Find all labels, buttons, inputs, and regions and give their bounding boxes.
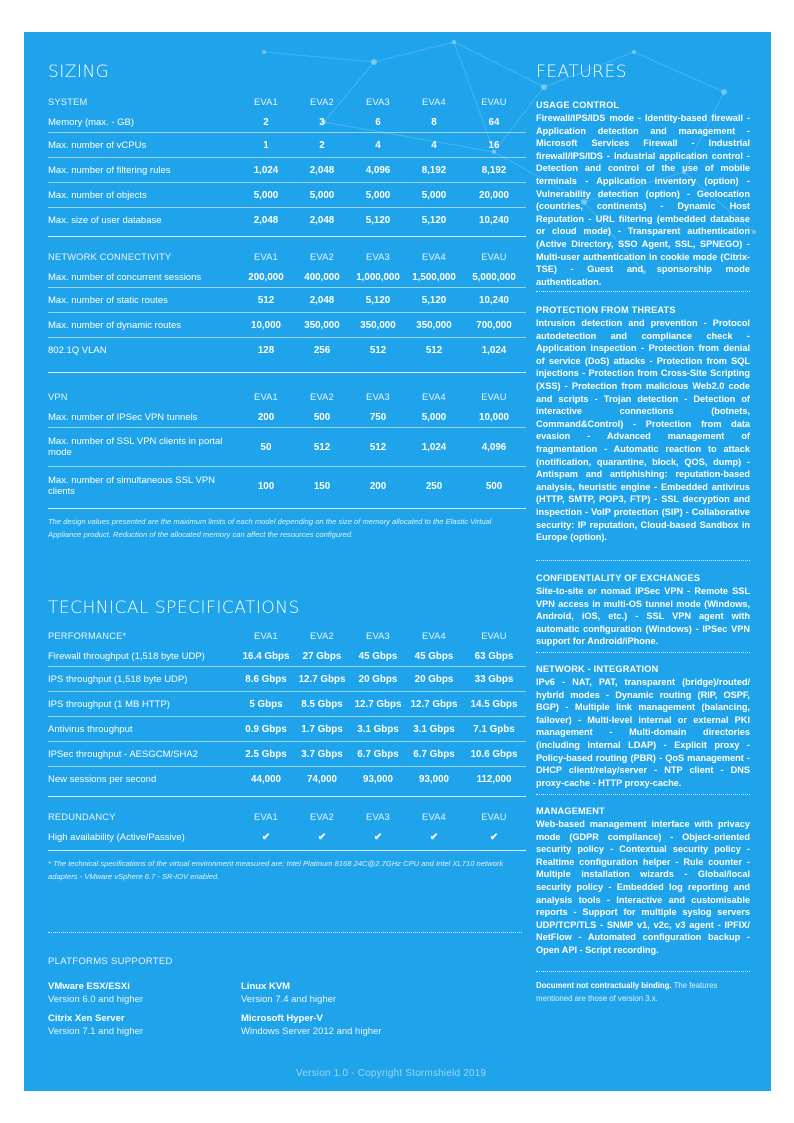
platform-name: VMware ESX/ESXi	[48, 981, 130, 992]
header-cell: EVA3	[366, 631, 390, 641]
cell-value: 3.7 Gbps	[294, 742, 350, 767]
cell-value: 2,048	[294, 288, 350, 313]
feature-title: CONFIDENTIALITY OF EXCHANGES	[536, 573, 701, 583]
header-cell: EVAU	[481, 631, 507, 641]
dotted-divider	[536, 560, 750, 561]
features-title: FEATURES	[536, 62, 628, 82]
platform-name: Microsoft Hyper-V	[241, 1013, 323, 1024]
platform-version: Windows Server 2012 and higher	[241, 1026, 382, 1037]
cell-value: 350,000	[406, 313, 462, 338]
header-cell: EVA2	[310, 392, 334, 402]
cell-value: 512	[350, 338, 406, 363]
table-header	[48, 92, 526, 112]
cell-value: 500	[313, 411, 331, 423]
cell-value: 512	[238, 288, 294, 313]
row-label: Max. number of dynamic routes	[48, 313, 238, 338]
table-row	[48, 338, 526, 363]
cell-value: 750	[369, 411, 387, 423]
table-row	[48, 208, 526, 233]
dotted-divider	[536, 652, 750, 653]
row-label: Max. number of simultaneous SSL VPN clients	[48, 467, 238, 506]
header-cell: PERFORMANCE*	[48, 631, 127, 641]
cell-value: 10.6 Gbps	[462, 742, 526, 767]
cell-value: 2.5 Gbps	[238, 742, 294, 767]
feature-block	[536, 100, 750, 288]
cell-value: 2,048	[294, 158, 350, 183]
header-cell: EVA4	[422, 631, 446, 641]
check-icon: ✔	[489, 831, 499, 843]
cell-value: 350,000	[350, 313, 406, 338]
cell-value: 0.9 Gbps	[238, 717, 294, 742]
table-row	[48, 407, 526, 428]
platform-item	[48, 1012, 143, 1038]
table-row	[48, 667, 526, 692]
cell-value: 6.7 Gbps	[350, 742, 406, 767]
check-icon: ✔	[261, 831, 271, 843]
row-label: Max. number of concurrent sessions	[48, 271, 202, 283]
dotted-divider	[536, 291, 750, 292]
check-icon: ✔	[373, 831, 383, 843]
redundancy-table	[48, 807, 526, 847]
dotted-divider	[48, 932, 522, 933]
table-row	[48, 827, 526, 847]
table-row	[48, 183, 526, 208]
sizing-title: SIZING	[48, 62, 110, 82]
cell-value: 350,000	[294, 313, 350, 338]
table-row	[48, 428, 526, 467]
row-label: Max. number of SSL VPN clients in portal mode	[48, 428, 238, 467]
header-cell: EVA2	[310, 631, 334, 641]
cell-value: 5 Gbps	[238, 692, 294, 717]
features-disclaimer	[536, 980, 750, 1005]
cell-value: 1,500,000	[412, 271, 456, 283]
row-label: Max. number of objects	[48, 183, 238, 208]
platform-item	[241, 1012, 381, 1038]
cell-value: 5,000	[238, 183, 294, 208]
row-label: Max. number of IPSec VPN tunnels	[48, 411, 198, 423]
table-row	[48, 646, 526, 667]
tech-specs-title: TECHNICAL SPECIFICATIONS	[48, 598, 300, 618]
cell-value: 1.7 Gbps	[294, 717, 350, 742]
cell-value: 2	[294, 133, 350, 158]
cell-value: 700,000	[462, 313, 526, 338]
feature-body: Web-based management interface with privacy mode (GDPR compliance) - Object-oriented security policy - Contextual security policy - Realtime configuration helper - Rule counter - Multiple installation wizards - Global/local security policy - Embedded log reporting and analysis tools - Interactive and customisable reports - Support for multiple syslog servers UDP/TCP/TLS - SNMP v1, v2c, v3 agent - IPFIX/ NetFlow - Automated configuration backup - Open API - Script recording.	[536, 819, 750, 955]
table-row	[48, 158, 526, 183]
section-divider	[48, 508, 526, 509]
header-cell: EVA1	[254, 252, 278, 262]
table-row	[48, 267, 526, 288]
cell-value: 1	[238, 133, 294, 158]
cell-value: 16.4 Gbps	[242, 650, 290, 662]
row-label: Antivirus throughput	[48, 717, 238, 742]
cell-value: 10,000	[238, 313, 294, 338]
section-divider	[48, 796, 526, 797]
row-label: Max. number of filtering rules	[48, 158, 238, 183]
check-icon: ✔	[429, 831, 439, 843]
cell-value: 5,120	[350, 208, 406, 233]
header-cell: SYSTEM	[48, 97, 88, 107]
cell-value: 8	[431, 116, 437, 128]
platform-name: Citrix Xen Server	[48, 1013, 125, 1024]
table-row	[48, 133, 526, 158]
dotted-divider	[536, 794, 750, 795]
cell-value: 1,000,000	[356, 271, 400, 283]
cell-value: 20 Gbps	[406, 667, 462, 692]
cell-value: 6	[375, 116, 381, 128]
cell-value: 250	[406, 467, 462, 506]
sizing-note: The design values presented are the maximum limits of each model depending on the size of memory allocated to the Elastic Virtual Appliance product. Reduction of the allocated memory can affect the resources configured.	[48, 517, 492, 539]
row-label: IPS throughput (1 MB HTTP)	[48, 692, 238, 717]
feature-title: PROTECTION FROM THREATS	[536, 305, 676, 315]
cell-value: 12.7 Gbps	[294, 667, 350, 692]
cell-value: 3.1 Gbps	[350, 717, 406, 742]
cell-value: 14.5 Gbps	[462, 692, 526, 717]
header-cell: EVA1	[254, 392, 278, 402]
cell-value: 2,048	[238, 208, 294, 233]
feature-title: NETWORK - INTEGRATION	[536, 664, 659, 674]
system-table	[48, 92, 526, 232]
header-cell: EVA2	[310, 97, 334, 107]
cell-value: 33 Gbps	[462, 667, 526, 692]
cell-value: 5,000,000	[472, 271, 516, 283]
table-header	[48, 247, 526, 267]
table-row	[48, 112, 526, 133]
cell-value: 128	[238, 338, 294, 363]
header-cell: EVA1	[254, 97, 278, 107]
feature-block	[536, 305, 750, 544]
header-cell: EVA2	[310, 252, 334, 262]
vpn-table	[48, 387, 526, 505]
header-cell: EVA2	[310, 812, 334, 822]
cell-value: 63 Gbps	[474, 650, 514, 662]
platform-version: Version 7.4 and higher	[241, 994, 337, 1005]
cell-value: 4,096	[462, 428, 526, 467]
cell-value: 7.1 Gpbs	[462, 717, 526, 742]
header-cell: EVAU	[481, 97, 507, 107]
cell-value: 64	[488, 116, 500, 128]
feature-block	[536, 573, 750, 648]
table-row	[48, 692, 526, 717]
row-label: High availability (Active/Passive)	[48, 831, 185, 843]
cell-value: 20,000	[462, 183, 526, 208]
cell-value: 5,000	[294, 183, 350, 208]
cell-value: 93,000	[406, 767, 462, 792]
cell-value: 400,000	[304, 271, 340, 283]
row-label: Max. number of vCPUs	[48, 133, 238, 158]
cell-value: 1,024	[238, 158, 294, 183]
row-label: IPS throughput (1,518 byte UDP)	[48, 667, 238, 692]
cell-value: 12.7 Gbps	[406, 692, 462, 717]
cell-value: 5,000	[421, 411, 447, 423]
cell-value: 12.7 Gbps	[350, 692, 406, 717]
feature-body: Firewall/IPS/IDS mode - Identity-based firewall - Application detection and management - Microsoft Services Firewall - Industrial firewall/IPS/IDS - Industrial application control - Detection and control of the use of mobile terminals - Application inventory (option) - Vulnerability detection (option) - Geolocation (countries, continents) - Dynamic Host Reputation - URL filtering (embedded database or cloud mode) - Transparent authentication (Active Directory, SSO Agent, SSL, SPNEGO) - Multi-user authentication in cookie mode (Citrix-TSE) - Guest and sponsorship mode authentication.	[536, 113, 750, 287]
platform-version: Version 7.1 and higher	[48, 1026, 144, 1037]
cell-value: 200	[257, 411, 275, 423]
cell-value: 4	[406, 133, 462, 158]
row-label: Memory (max. - GB)	[48, 116, 135, 128]
section-divider	[48, 236, 526, 237]
header-cell: VPN	[48, 392, 68, 402]
row-label: Max. number of static routes	[48, 288, 238, 313]
cell-value: 45 Gbps	[414, 650, 454, 662]
cell-value: 150	[294, 467, 350, 506]
table-header	[48, 626, 526, 646]
cell-value: 512	[294, 428, 350, 467]
platform-version: Version 6.0 and higher	[48, 994, 144, 1005]
header-cell: NETWORK CONNECTIVITY	[48, 252, 172, 262]
cell-value: 74,000	[294, 767, 350, 792]
row-label: IPSec throughput - AESGCM/SHA2	[48, 742, 238, 767]
header-cell: EVA4	[422, 97, 446, 107]
cell-value: 10,240	[462, 288, 526, 313]
feature-body: Site-to-site or nomad IPSec VPN - Remote SSL VPN access in multi-OS tunnel mode (Windows, Android, iOS, etc.) - SSL VPN agent with automatic configuration (Windows) - IPSec VPN support for Android/iPhone.	[536, 586, 750, 647]
cell-value: 6.7 Gbps	[406, 742, 462, 767]
feature-body: Intrusion detection and prevention - Protocol autodetection and compliance check - Application inspection - Protection from denial of service (DoS) attacks - Protection from SQL injections - Protection from Cross-Site Scripting (XSS) - Protection from malicious Web2.0 code and scripts - Trojan detection - Detection of interactive connections (botnets, Command&Control) - Protection from data evasion - Advanced management of fragmentation - Automatic reaction to attack (notification, quarantine, block, QOS, dump) - Antispam and antiphishing: reputation-based analysis, heuristic engine - Embedded antivirus (HTTP, SMTP, POP3, FTP) - SSL decryption and inspection - VoIP protection (SIP) - Collaborative security: IP reputation, Cloud-based Sandbox in Europe (option).	[536, 318, 750, 543]
network-table	[48, 247, 526, 362]
cell-value: 3	[319, 116, 325, 128]
cell-value: 5,000	[406, 183, 462, 208]
cell-value: 4	[350, 133, 406, 158]
cell-value: 5,120	[406, 208, 462, 233]
header-cell: EVAU	[481, 252, 507, 262]
feature-block	[536, 806, 750, 957]
cell-value: 256	[294, 338, 350, 363]
check-icon: ✔	[317, 831, 327, 843]
platform-item	[48, 980, 143, 1006]
table-row	[48, 767, 526, 792]
feature-block	[536, 664, 750, 789]
cell-value: 8,192	[406, 158, 462, 183]
cell-value: 2	[263, 116, 269, 128]
feature-title: USAGE CONTROL	[536, 100, 620, 110]
header-cell: EVAU	[481, 392, 507, 402]
table-row	[48, 467, 526, 506]
section-divider	[48, 372, 526, 373]
cell-value: 10,000	[479, 411, 509, 423]
cell-value: 4,096	[350, 158, 406, 183]
cell-value: 512	[350, 428, 406, 467]
cell-value: 27 Gbps	[302, 650, 342, 662]
cell-value: 200	[350, 467, 406, 506]
header-cell: REDUNDANCY	[48, 812, 116, 822]
row-label: Max. size of user database	[48, 208, 238, 233]
datasheet-panel	[24, 32, 771, 1091]
header-cell: EVA3	[366, 812, 390, 822]
cell-value: 50	[238, 428, 294, 467]
table-header	[48, 807, 526, 827]
platforms-title: PLATFORMS SUPPORTED	[48, 956, 173, 967]
cell-value: 93,000	[350, 767, 406, 792]
cell-value: 10,240	[462, 208, 526, 233]
row-label: 802.1Q VLAN	[48, 338, 238, 363]
table-header	[48, 387, 526, 407]
header-cell: EVA4	[422, 812, 446, 822]
header-cell: EVA1	[254, 631, 278, 641]
header-cell: EVA3	[366, 97, 390, 107]
section-divider	[48, 850, 526, 851]
header-cell: EVA3	[366, 252, 390, 262]
cell-value: 16	[462, 133, 526, 158]
performance-table	[48, 626, 526, 791]
cell-value: 112,000	[462, 767, 526, 792]
footer-copyright: Version 1.0 - Copyright Stormshield 2019	[296, 1068, 487, 1079]
cell-value: 1,024	[406, 428, 462, 467]
disclaimer-bold: Document not contractually binding.	[536, 981, 672, 990]
cell-value: 20 Gbps	[350, 667, 406, 692]
disclaimer-text: The features mentioned are those of version 3.x.	[536, 981, 718, 1003]
feature-title: MANAGEMENT	[536, 806, 605, 816]
platform-item	[241, 980, 336, 1006]
cell-value: 100	[238, 467, 294, 506]
cell-value: 2,048	[294, 208, 350, 233]
platform-name: Linux KVM	[241, 981, 291, 992]
header-cell: EVAU	[481, 812, 507, 822]
table-row	[48, 288, 526, 313]
cell-value: 5,120	[350, 288, 406, 313]
cell-value: 5,120	[406, 288, 462, 313]
cell-value: 3.1 Gbps	[406, 717, 462, 742]
dotted-divider	[536, 971, 750, 972]
row-label: New sessions per second	[48, 767, 238, 792]
cell-value: 1,024	[462, 338, 526, 363]
header-cell: EVA4	[422, 252, 446, 262]
table-row	[48, 742, 526, 767]
table-row	[48, 313, 526, 338]
cell-value: 8.6 Gbps	[238, 667, 294, 692]
cell-value: 44,000	[238, 767, 294, 792]
cell-value: 45 Gbps	[358, 650, 398, 662]
cell-value: 5,000	[350, 183, 406, 208]
cell-value: 500	[462, 467, 526, 506]
cell-value: 512	[406, 338, 462, 363]
table-row	[48, 717, 526, 742]
header-cell: EVA3	[366, 392, 390, 402]
feature-body: IPv6 - NAT, PAT, transparent (bridge)/routed/ hybrid modes - Dynamic routing (RIP, OSPF, BGP) - Multiple link management (balancing, failover) - Multi-level internal or external PKI management - Multi-domain directories (including internal LDAP) - Explicit proxy - Policy-based routing (PBR) - QoS management - DHCP client/relay/server - NTP client - DNS proxy-cache - HTTP proxy-cache.	[536, 677, 750, 788]
cell-value: 200,000	[248, 271, 284, 283]
cell-value: 8,192	[462, 158, 526, 183]
tech-note: * The technical specifications of the virtual environment measured are: Intel Platinum 8168 24C@2.7GHz CPU and Intel XL710 network adapters - VMware vSphere 6.7 - SR-IOV enabled.	[48, 859, 504, 881]
cell-value: 8.5 Gbps	[294, 692, 350, 717]
header-cell: EVA1	[254, 812, 278, 822]
header-cell: EVA4	[422, 392, 446, 402]
row-label: Firewall throughput (1,518 byte UDP)	[48, 650, 205, 662]
